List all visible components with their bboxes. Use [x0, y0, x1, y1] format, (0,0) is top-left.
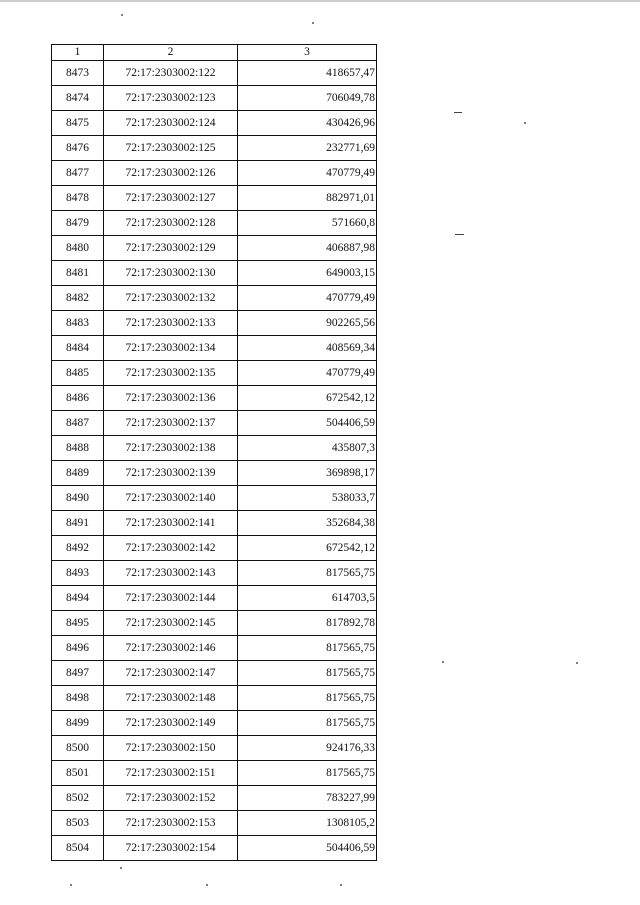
table-row: [52, 761, 377, 786]
scan-speck: [312, 22, 314, 24]
table-row: [52, 61, 377, 86]
value-cell: 538033,7: [238, 486, 377, 511]
table-row: [52, 361, 377, 386]
table-row: [52, 86, 377, 111]
cadastral-number-cell: 72:17:2303002:139: [104, 461, 238, 486]
table-row: [52, 536, 377, 561]
value-cell: 504406,59: [238, 411, 377, 436]
cadastral-number-cell: 72:17:2303002:133: [104, 311, 238, 336]
cadastral-number-cell: 72:17:2303002:124: [104, 111, 238, 136]
scan-speck: [576, 662, 578, 664]
row-number-cell: 8479: [52, 211, 104, 236]
scan-speck: [121, 14, 123, 16]
cadastral-number-cell: 72:17:2303002:142: [104, 536, 238, 561]
value-cell: 649003,15: [238, 261, 377, 286]
value-cell: 817565,75: [238, 561, 377, 586]
row-number-cell: 8482: [52, 286, 104, 311]
cadastral-number-cell: 72:17:2303002:140: [104, 486, 238, 511]
row-number-cell: 8487: [52, 411, 104, 436]
row-number-cell: 8493: [52, 561, 104, 586]
scan-speck: [120, 867, 122, 869]
row-number-cell: 8485: [52, 361, 104, 386]
value-cell: 817565,75: [238, 686, 377, 711]
value-cell: 817565,75: [238, 761, 377, 786]
row-number-cell: 8491: [52, 511, 104, 536]
row-number-cell: 8478: [52, 186, 104, 211]
row-number-cell: 8486: [52, 386, 104, 411]
cadastral-number-cell: 72:17:2303002:144: [104, 586, 238, 611]
row-number-cell: 8473: [52, 61, 104, 86]
row-number-cell: 8495: [52, 611, 104, 636]
row-number-cell: 8504: [52, 836, 104, 861]
row-number-cell: 8496: [52, 636, 104, 661]
row-number-cell: 8499: [52, 711, 104, 736]
value-cell: 882971,01: [238, 186, 377, 211]
table-row: [52, 261, 377, 286]
cadastral-number-cell: 72:17:2303002:146: [104, 636, 238, 661]
cadastral-number-cell: 72:17:2303002:152: [104, 786, 238, 811]
value-cell: 418657,47: [238, 61, 377, 86]
value-cell: 408569,34: [238, 336, 377, 361]
cadastral-number-cell: 72:17:2303002:123: [104, 86, 238, 111]
table-row: [52, 336, 377, 361]
value-cell: 924176,33: [238, 736, 377, 761]
scan-top-edge: [0, 0, 640, 2]
cadastral-number-cell: 72:17:2303002:138: [104, 436, 238, 461]
row-number-cell: 8490: [52, 486, 104, 511]
cadastral-number-cell: 72:17:2303002:134: [104, 336, 238, 361]
table-row: [52, 486, 377, 511]
table-row: [52, 311, 377, 336]
cadastral-number-cell: 72:17:2303002:143: [104, 561, 238, 586]
value-cell: 672542,12: [238, 536, 377, 561]
table-row: [52, 411, 377, 436]
row-number-cell: 8480: [52, 236, 104, 261]
value-cell: 817565,75: [238, 711, 377, 736]
row-number-cell: 8474: [52, 86, 104, 111]
table-row: [52, 236, 377, 261]
scan-speck: [442, 661, 444, 663]
value-cell: 902265,56: [238, 311, 377, 336]
row-number-cell: 8502: [52, 786, 104, 811]
value-cell: 783227,99: [238, 786, 377, 811]
value-cell: 232771,69: [238, 136, 377, 161]
cadastral-number-cell: 72:17:2303002:149: [104, 711, 238, 736]
value-cell: 470779,49: [238, 286, 377, 311]
cadastral-number-cell: 72:17:2303002:122: [104, 61, 238, 86]
cadastral-number-cell: 72:17:2303002:154: [104, 836, 238, 861]
cadastral-number-cell: 72:17:2303002:151: [104, 761, 238, 786]
cadastral-number-cell: 72:17:2303002:145: [104, 611, 238, 636]
table-row: [52, 161, 377, 186]
value-cell: 571660,8: [238, 211, 377, 236]
row-number-cell: 8488: [52, 436, 104, 461]
cadastral-number-cell: 72:17:2303002:135: [104, 361, 238, 386]
cadastral-number-cell: 72:17:2303002:136: [104, 386, 238, 411]
row-number-cell: 8494: [52, 586, 104, 611]
value-cell: 470779,49: [238, 161, 377, 186]
cadastral-number-cell: 72:17:2303002:137: [104, 411, 238, 436]
row-number-cell: 8503: [52, 811, 104, 836]
registry-table: [51, 44, 377, 861]
cadastral-number-cell: 72:17:2303002:129: [104, 236, 238, 261]
column-header: 3: [238, 45, 377, 61]
cadastral-number-cell: 72:17:2303002:153: [104, 811, 238, 836]
value-cell: 1308105,2: [238, 811, 377, 836]
value-cell: 817565,75: [238, 661, 377, 686]
table-row: [52, 636, 377, 661]
row-number-cell: 8476: [52, 136, 104, 161]
column-header: 1: [52, 45, 104, 61]
table-row: [52, 186, 377, 211]
cadastral-number-cell: 72:17:2303002:125: [104, 136, 238, 161]
table-row: [52, 586, 377, 611]
value-cell: 470779,49: [238, 361, 377, 386]
value-cell: 817565,75: [238, 636, 377, 661]
scan-speck: [340, 884, 342, 886]
value-cell: 406887,98: [238, 236, 377, 261]
cadastral-number-cell: 72:17:2303002:132: [104, 286, 238, 311]
value-cell: 672542,12: [238, 386, 377, 411]
table-row: [52, 136, 377, 161]
row-number-cell: 8489: [52, 461, 104, 486]
scan-dash: [454, 112, 462, 113]
table-row: [52, 561, 377, 586]
column-header: 2: [104, 45, 238, 61]
table-row: [52, 386, 377, 411]
row-number-cell: 8475: [52, 111, 104, 136]
cadastral-number-cell: 72:17:2303002:128: [104, 211, 238, 236]
cadastral-number-cell: 72:17:2303002:148: [104, 686, 238, 711]
cadastral-number-cell: 72:17:2303002:130: [104, 261, 238, 286]
value-cell: 369898,17: [238, 461, 377, 486]
table-row: [52, 286, 377, 311]
value-cell: 817892,78: [238, 611, 377, 636]
cadastral-number-cell: 72:17:2303002:141: [104, 511, 238, 536]
cadastral-number-cell: 72:17:2303002:127: [104, 186, 238, 211]
table-row: [52, 836, 377, 861]
row-number-cell: 8492: [52, 536, 104, 561]
table-row: [52, 686, 377, 711]
table-header-row: [52, 45, 377, 61]
value-cell: 504406,59: [238, 836, 377, 861]
table-row: [52, 111, 377, 136]
value-cell: 435807,3: [238, 436, 377, 461]
row-number-cell: 8497: [52, 661, 104, 686]
table-row: [52, 711, 377, 736]
scan-speck: [70, 884, 72, 886]
value-cell: 352684,38: [238, 511, 377, 536]
table-row: [52, 786, 377, 811]
value-cell: 614703,5: [238, 586, 377, 611]
value-cell: 430426,96: [238, 111, 377, 136]
table-row: [52, 661, 377, 686]
row-number-cell: 8483: [52, 311, 104, 336]
cadastral-number-cell: 72:17:2303002:126: [104, 161, 238, 186]
value-cell: 706049,78: [238, 86, 377, 111]
scan-speck: [524, 122, 526, 124]
scan-dash: [455, 234, 464, 235]
table-row: [52, 736, 377, 761]
row-number-cell: 8500: [52, 736, 104, 761]
table-row: [52, 436, 377, 461]
row-number-cell: 8484: [52, 336, 104, 361]
cadastral-number-cell: 72:17:2303002:150: [104, 736, 238, 761]
table-row: [52, 211, 377, 236]
row-number-cell: 8498: [52, 686, 104, 711]
table-row: [52, 611, 377, 636]
table-row: [52, 811, 377, 836]
scan-speck: [206, 884, 208, 886]
table-row: [52, 461, 377, 486]
table-row: [52, 511, 377, 536]
row-number-cell: 8481: [52, 261, 104, 286]
row-number-cell: 8477: [52, 161, 104, 186]
row-number-cell: 8501: [52, 761, 104, 786]
cadastral-number-cell: 72:17:2303002:147: [104, 661, 238, 686]
